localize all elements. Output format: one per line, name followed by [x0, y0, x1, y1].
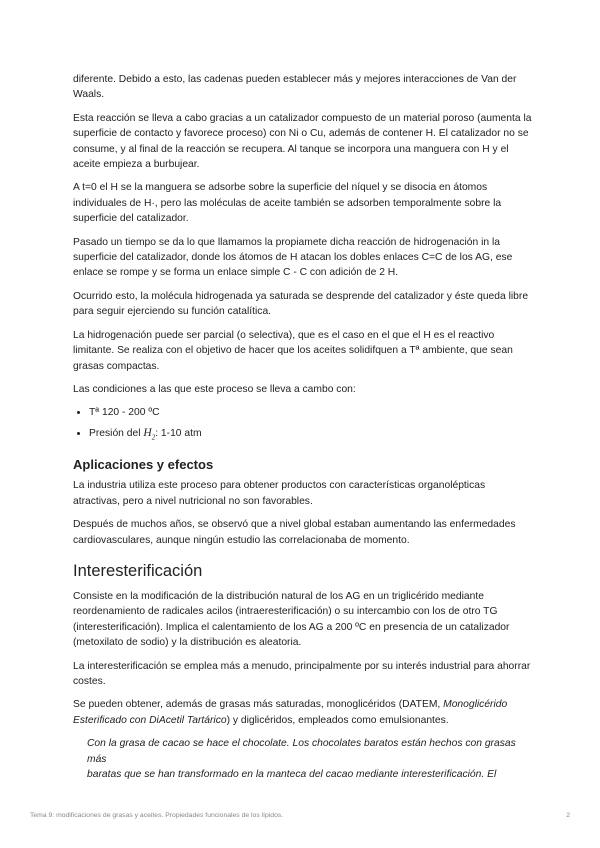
- document-body: [73, 72, 533, 791]
- paragraph-emulsifiers: [73, 697, 533, 728]
- pressure-suffix: : 1-10 atm: [155, 427, 202, 439]
- pressure-prefix: Presión del: [89, 427, 144, 439]
- paragraph-partial-hydrogenation: La hidrogenación puede ser parcial (o selectiva), que es el caso en el que el H es el reactivo limitante. Se realiza con el objetivo de hacer que los aceites solidifquen a Tª ambiente, que sean grasas compactas.: [73, 329, 513, 372]
- h-symbol: H: [143, 426, 152, 439]
- paragraph-desorption: Ocurrido esto, la molécula hidrogenada ya saturada se desprende del catalizador y éste queda libre para seguir ejerciendo su función catalítica.: [73, 290, 529, 318]
- datem-expansion: Monoglicérido Esterificado con DiAcetil Tartárico: [73, 699, 508, 726]
- emulsifiers-text-a: Se pueden obtener, además de grasas más saturadas, monoglicéridos (DATEM,: [73, 699, 444, 711]
- footer-title: Tema 9: modificaciones de grasas y aceites. Propiedades funcionales de los lípidos.: [30, 812, 284, 819]
- emulsifiers-text-b: ) y diglicéridos, empleados como emulsionantes.: [226, 714, 449, 726]
- conditions-list: [73, 405, 533, 445]
- quote-line-2: baratas que se han transformado en la manteca del cacao mediante interesterificación. El: [87, 769, 497, 781]
- paragraph-cardiovascular: Después de muchos años, se observó que a nivel global estaban aumentando las enfermedades cardiovasculares, aunque ningún estudio las correlacionaba de momento.: [73, 519, 516, 546]
- h-subscript: 2: [151, 433, 156, 442]
- list-item-temperature: • Tª 120 - 200 ºC: [89, 405, 533, 420]
- quote-line-1: Con la grasa de cacao se hace el chocolate. Los chocolates baratos están hechos con grasas más: [87, 738, 516, 765]
- applications-heading: Aplicaciones y efectos: [73, 457, 214, 473]
- chocolate-quote: [87, 736, 533, 782]
- page-footer: [30, 812, 570, 819]
- paragraph-adsorption: A t=0 el H se la manguera se adsorbe sobre la superficie del níquel y se disocia en átomos individuales de H·, pero las moléculas de aceite también se adsorben temporalmente sobre la superficie del catalizador.: [73, 182, 502, 225]
- page-number: 2: [566, 812, 570, 819]
- paragraph-conditions-intro: Las condiciones a las que este proceso se lleva a cambo con:: [73, 383, 356, 395]
- paragraph-interesterification-usage: La interesterificación se emplea más a menudo, principalmente por su interés industrial para ahorrar costes.: [73, 660, 531, 688]
- paragraph-industry: La industria utiliza este proceso para obtener productos con características organolépticas atractivas, pero a nivel nutricional no son favorables.: [73, 480, 486, 507]
- interesterification-heading: Interesterificación: [73, 562, 203, 581]
- h2-formula: [143, 426, 156, 442]
- paragraph-interesterification-definition: Consiste en la modificación de la distribución natural de los AG en un triglicérido mediante reordenamiento de radicales acilos (intraeresterificación) o su intercambio con los de otro TG (interesterificación). Implica el calentamiento de los AG a 200 ºC en presencia de un catalizador (metoxilato de sodio) y la distribución es aleatoria.: [73, 591, 510, 649]
- paragraph-van-der-waals: diferente. Debido a esto, las cadenas pueden establecer más y mejores interacciones de Van der Waals.: [73, 74, 517, 101]
- list-item-pressure: [89, 426, 533, 446]
- paragraph-catalyst: Esta reacción se lleva a cabo gracias a un catalizador compuesto de un material poroso (aumenta la superficie de contacto y favorece proceso) con Ni o Cu, además de contener H. El catalizador no se consume, y al final de la reacción se recupera. Al tanque se incorpora una manguera con H y el aceite empieza a burbujear.: [73, 112, 532, 171]
- paragraph-hydrogenation-reaction: Pasado un tiempo se da lo que llamamos la propiamete dicha reacción de hidrogenación in la superficie del catalizador, donde los átomos de H atacan los dobles enlaces C=C de los AG, ese enlace se rompe y se forma un enlace simple C - C con adición de 2 H.: [73, 236, 513, 279]
